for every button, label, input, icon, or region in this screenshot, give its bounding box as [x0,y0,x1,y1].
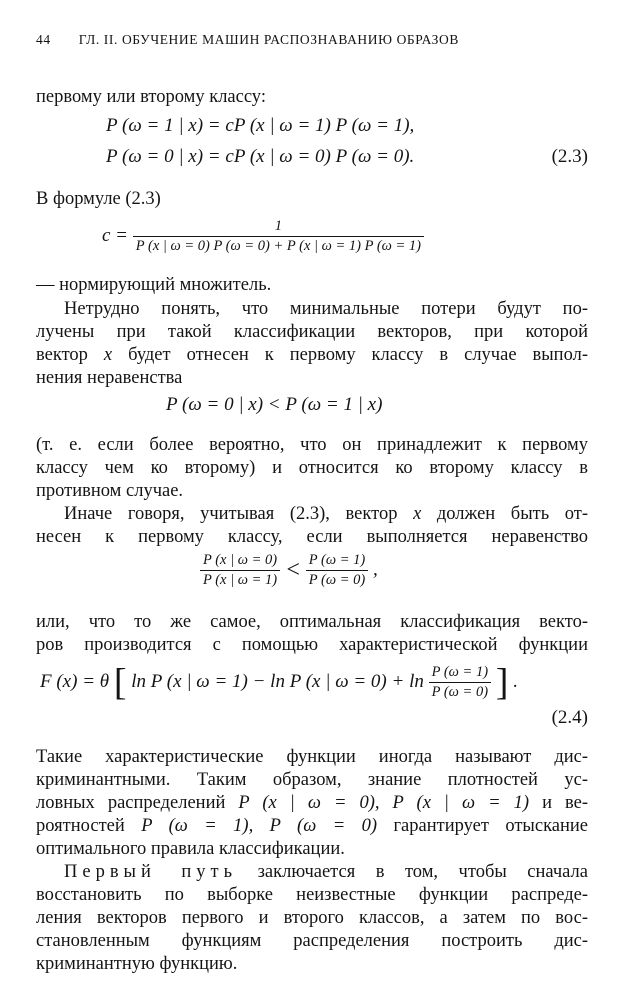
equation-line-2: P (ω = 0 | x) = cP (x | ω = 0) P (ω = 0). [106,146,415,167]
text-line: Первый путь заключается в том, чтобы сначала [64,862,589,882]
equation-number-2-4: (2.4) [551,707,588,728]
text-line: восстановить по выборке неизвестные функции распреде- [36,885,588,905]
text-line: ления векторов первого и второго классов, а затем по вос- [36,908,588,928]
text-line: становленным функциям распределения построить дис- [36,931,588,951]
variable-x: x [413,504,422,524]
equation-number-2-3: (2.3) [551,146,588,167]
text-line: роятностей P (ω = 1), P (ω = 0) гарантирует отыскание [36,816,588,836]
page-number: 44 [36,32,51,47]
text-line: противном случае. [36,481,184,501]
running-header [36,32,588,48]
text-line: криминантную функцию. [36,954,238,974]
text-line: лучены при такой классификации векторов, при которой [36,322,588,342]
text-line: Нетрудно понять, что минимальные потери будут по- [64,299,588,319]
text-line: оптимального правила классификации. [36,839,345,859]
text-line: — нормирующий множитель. [36,275,272,295]
discriminant-function-formula: F (x) = θ [ ln P (x | ω = 1) − ln P (x | ω = 0) + ln $\frac{P (\omega = 1)}{P (\omega = 0)}$ ] . [40,661,518,704]
inequality-posterior: P (ω = 0 | x) < P (ω = 1 | x) [166,394,383,415]
text-line: классу чем ко второму) и относится ко второму классу в [36,458,588,478]
text-line: Такие характеристические функции иногда называют дис- [36,747,588,767]
fraction-numerator: 1 [133,218,424,237]
likelihood-fraction: $\frac{P (x | \omega = 0)}{P (x | \omega = 1)}$ [200,552,280,589]
normalizer-formula [102,218,424,255]
text-line: несен к первому классу, если выполняется неравенство [36,527,588,547]
text-line: нения неравенства [36,368,183,388]
text-line: В формуле (2.3) [36,189,161,209]
inline-densities: P (x | ω = 0), P (x | ω = 1) [238,793,530,813]
inline-priors: P (ω = 1), P (ω = 0) [141,816,378,836]
likelihood-ratio-inequality: $\frac{P (x | \omega = 0)}{P (x | \omega = 1)}$ < $\frac{P (\omega = 1)}{P (\omega = 0)}$ , [200,552,378,589]
normalizer-lhs: c = [102,224,129,246]
fraction-denominator: P (x | ω = 0) P (ω = 0) + P (x | ω = 1) P (ω = 1) [135,238,421,254]
variable-x: x [103,345,113,365]
less-than-sign: < [284,557,302,583]
text-line: ловных распределений P (x | ω = 0), P (x | ω = 1) и ве- [36,793,588,813]
running-title: ГЛ. II. ОБУЧЕНИЕ МАШИН РАСПОЗНАВАНИЮ ОБРАЗОВ [78,32,459,47]
equation-line-1: P (ω = 1 | x) = cP (x | ω = 1) P (ω = 1), [106,115,415,136]
prior-fraction: $\frac{P (\omega = 1)}{P (\omega = 0)}$ [306,552,368,589]
prior-ratio-fraction: $\frac{P (\omega = 1)}{P (\omega = 0)}$ [429,664,491,701]
emphasized-phrase: Первый путь [64,862,238,882]
text-line: или, что то же самое, оптимальная классификация векто- [36,612,588,632]
text-line: вектор x будет отнесен к первому классу в случае выпол- [36,345,588,365]
text-line: ров производится с помощью характеристической функции [36,635,588,655]
text-line: криминантными. Таким образом, знание плотностей ус- [36,770,588,790]
book-page [36,0,588,990]
text-line: Иначе говоря, учитывая (2.3), вектор x должен быть от- [64,504,589,524]
text-line: (т. е. если более вероятно, что он принадлежит к первому [36,435,588,455]
normalizer-fraction [133,218,424,255]
text-line: первому или второму классу: [36,87,266,107]
